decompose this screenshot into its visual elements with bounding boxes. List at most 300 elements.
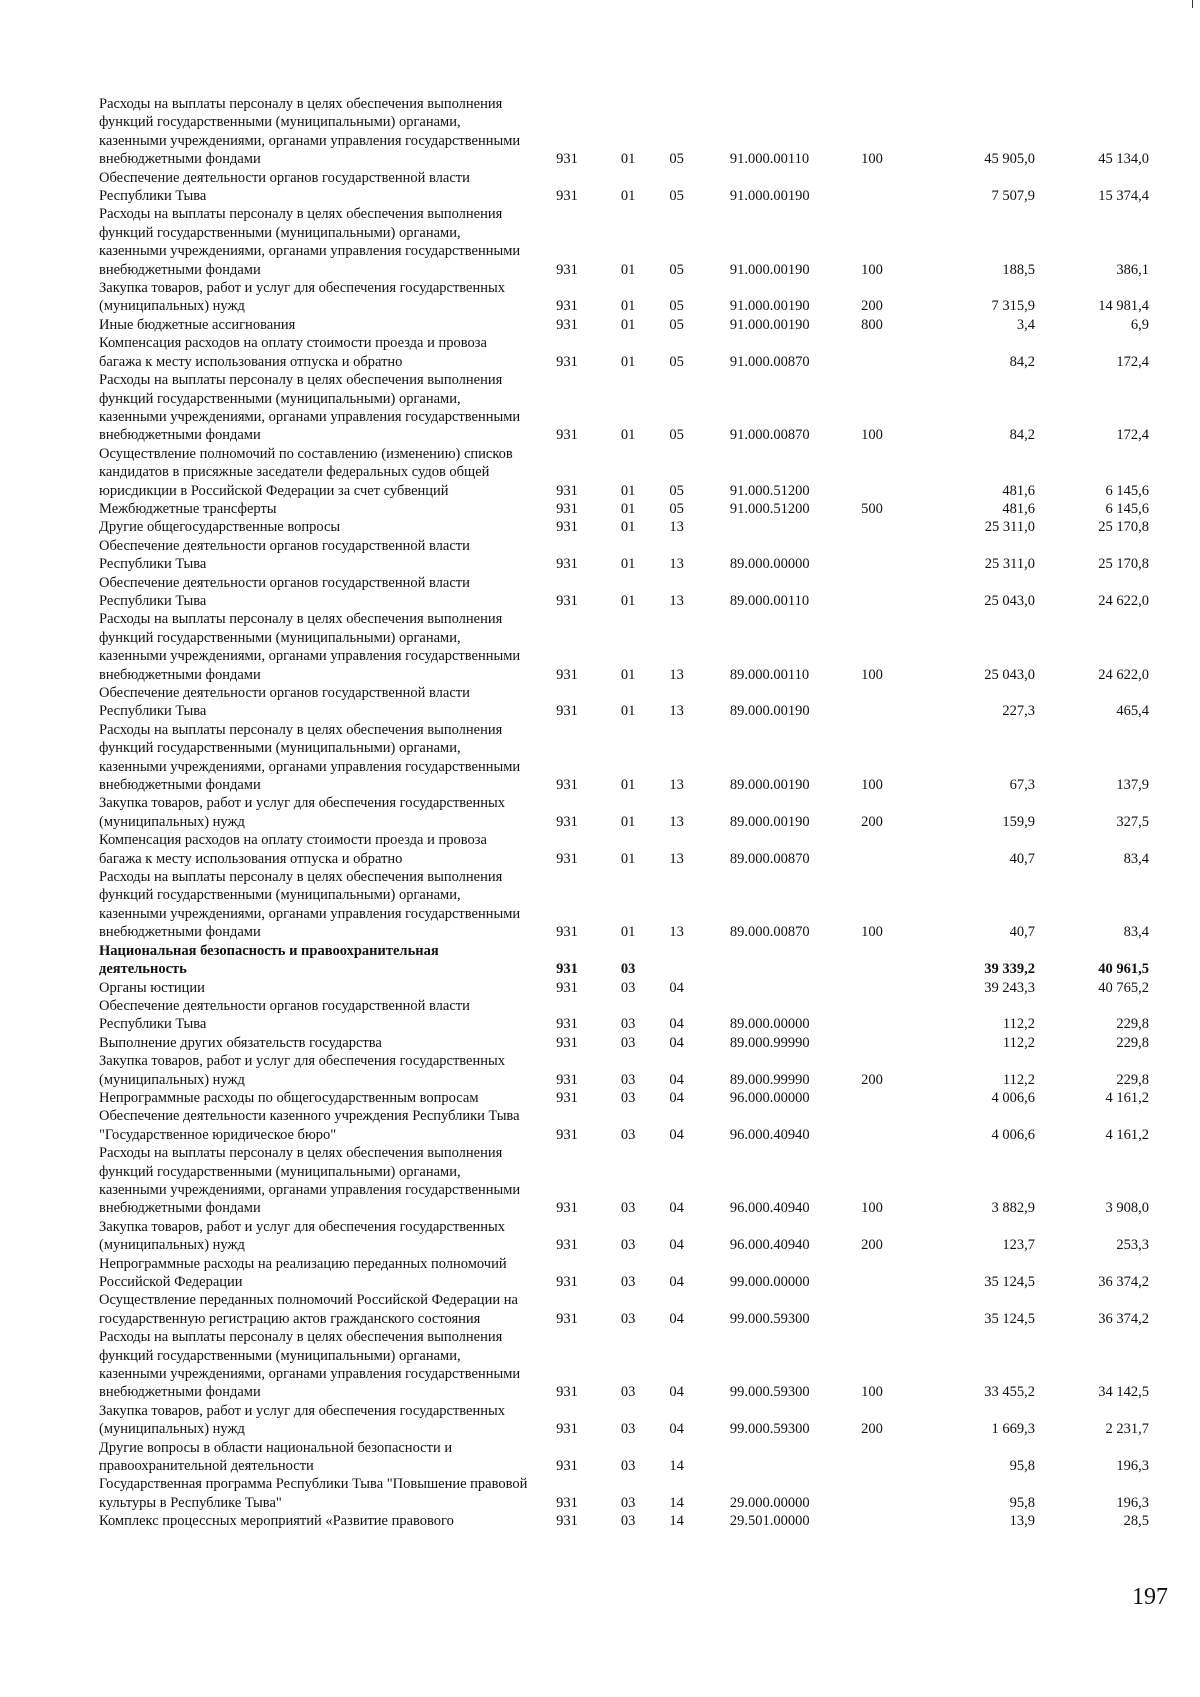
row-sum-year-2: 15 374,4 bbox=[1098, 188, 1149, 205]
row-sum-year-1: 39 243,3 bbox=[984, 979, 1035, 996]
row-name: Другие вопросы в области национальной безопасности и правоохранительной деятельности bbox=[99, 1439, 453, 1475]
row-name: Обеспечение деятельности казенного учреждения Республики Тыва "Государственное юридическое бюро" bbox=[99, 1108, 520, 1143]
row-section-code: 03 bbox=[620, 1513, 636, 1530]
row-expense-type bbox=[861, 1034, 928, 1052]
row-expense-type: 100 bbox=[861, 777, 883, 794]
row-sum-year-2: 229,8 bbox=[1116, 1034, 1149, 1051]
row-expense-type bbox=[861, 1291, 928, 1328]
row-name: Обеспечение деятельности органов государственной власти Республики Тыва bbox=[99, 997, 470, 1033]
row-sum-year-2: 3 908,0 bbox=[1105, 1200, 1149, 1217]
row-expense-type: 100 bbox=[861, 1384, 883, 1401]
row-section-code: 03 bbox=[620, 1310, 636, 1327]
row-target-article: 89.000.00190 bbox=[729, 777, 810, 794]
row-ved-code: 931 bbox=[556, 500, 578, 517]
row-section-code: 01 bbox=[620, 482, 636, 499]
row-ved-code: 931 bbox=[556, 482, 578, 499]
row-target-article: 91.000.51200 bbox=[729, 482, 810, 499]
row-target-article: 99.000.59300 bbox=[729, 1384, 810, 1401]
row-sum-year-2: 4 161,2 bbox=[1105, 1089, 1149, 1106]
row-sum-year-1: 25 311,0 bbox=[984, 519, 1035, 536]
table-row bbox=[99, 500, 1159, 518]
table-row bbox=[99, 334, 1159, 371]
row-section-code: 01 bbox=[620, 777, 636, 794]
row-target-article: 91.000.51200 bbox=[729, 500, 810, 517]
row-sum-year-2: 24 622,0 bbox=[1098, 592, 1149, 609]
row-subsection-code bbox=[669, 942, 730, 979]
row-expense-type: 100 bbox=[861, 261, 883, 278]
row-section-code: 01 bbox=[620, 813, 636, 830]
row-section-code: 03 bbox=[620, 1458, 636, 1475]
table-row bbox=[99, 610, 1159, 684]
row-ved-code: 931 bbox=[556, 1458, 578, 1475]
row-name: Закупка товаров, работ и услуг для обеспечения государственных (муниципальных) нужд bbox=[99, 1218, 506, 1254]
row-target-article: 89.000.99990 bbox=[729, 1034, 810, 1051]
row-ved-code: 931 bbox=[556, 1513, 578, 1530]
row-subsection-code: 13 bbox=[669, 592, 684, 609]
row-name: Обеспечение деятельности органов государственной власти Республики Тыва bbox=[99, 169, 470, 205]
row-target-article: 89.000.00110 bbox=[729, 666, 810, 683]
row-sum-year-2: 2 231,7 bbox=[1105, 1421, 1149, 1438]
row-ved-code: 931 bbox=[556, 1384, 578, 1401]
row-name: Национальная безопасность и правоохранительная деятельность bbox=[99, 942, 439, 978]
row-expense-type: 100 bbox=[861, 924, 883, 941]
budget-table-body bbox=[99, 95, 1159, 1531]
row-section-code: 01 bbox=[620, 666, 636, 683]
row-sum-year-2: 40 765,2 bbox=[1098, 979, 1149, 996]
row-subsection-code: 05 bbox=[669, 427, 684, 444]
row-sum-year-1: 1 669,3 bbox=[991, 1421, 1035, 1438]
row-target-article: 91.000.00870 bbox=[729, 353, 810, 370]
row-ved-code: 931 bbox=[556, 979, 578, 996]
row-section-code: 01 bbox=[620, 924, 636, 941]
row-target-article: 89.000.00110 bbox=[729, 592, 810, 609]
row-expense-type: 200 bbox=[861, 1071, 883, 1088]
row-subsection-code: 04 bbox=[669, 1421, 684, 1438]
table-row bbox=[99, 721, 1159, 795]
row-subsection-code: 14 bbox=[669, 1458, 684, 1475]
row-sum-year-1: 3,4 bbox=[1016, 316, 1035, 333]
row-subsection-code: 04 bbox=[669, 1016, 684, 1033]
row-sum-year-2: 4 161,2 bbox=[1105, 1126, 1149, 1143]
row-target-article: 96.000.40940 bbox=[729, 1237, 810, 1254]
row-name: Другие общегосударственные вопросы bbox=[99, 519, 341, 536]
row-subsection-code: 13 bbox=[669, 703, 684, 720]
row-target-article: 91.000.00190 bbox=[729, 316, 810, 333]
row-target-article: 91.000.00190 bbox=[729, 298, 810, 315]
table-row bbox=[99, 794, 1159, 831]
row-sum-year-1: 481,6 bbox=[1002, 500, 1035, 517]
row-name: Государственная программа Республики Тыва "Повышение правовой культуры в Республике Тыва" bbox=[99, 1476, 528, 1511]
row-target-article: 91.000.00190 bbox=[729, 261, 810, 278]
table-row bbox=[99, 1291, 1159, 1328]
row-section-code: 01 bbox=[620, 703, 636, 720]
row-sum-year-1: 13,9 bbox=[1009, 1513, 1035, 1530]
row-expense-type bbox=[861, 831, 928, 868]
row-section-code: 01 bbox=[620, 188, 636, 205]
row-section-code: 01 bbox=[620, 519, 636, 536]
row-target-article: 91.000.00870 bbox=[729, 427, 810, 444]
row-sum-year-1: 25 043,0 bbox=[984, 592, 1035, 609]
row-section-code: 03 bbox=[620, 1016, 636, 1033]
table-row bbox=[99, 979, 1159, 997]
row-subsection-code: 05 bbox=[669, 500, 684, 517]
row-sum-year-2: 137,9 bbox=[1116, 777, 1149, 794]
row-sum-year-1: 3 882,9 bbox=[991, 1200, 1035, 1217]
row-section-code: 03 bbox=[620, 979, 636, 996]
row-subsection-code: 13 bbox=[669, 519, 684, 536]
row-ved-code: 931 bbox=[556, 1016, 578, 1033]
row-section-code: 03 bbox=[620, 1384, 636, 1401]
row-target-article: 91.000.00190 bbox=[729, 188, 810, 205]
table-row bbox=[99, 574, 1159, 611]
row-name: Расходы на выплаты персоналу в целях обеспечения выполнения функций государственными (муниципальными) органами, казенными учреждениями, органами управления государственными внебюджетными фондами bbox=[99, 96, 521, 168]
row-subsection-code: 05 bbox=[669, 482, 684, 499]
row-sum-year-1: 67,3 bbox=[1009, 777, 1035, 794]
row-sum-year-1: 159,9 bbox=[1002, 813, 1035, 830]
row-sum-year-1: 481,6 bbox=[1002, 482, 1035, 499]
table-row bbox=[99, 1475, 1159, 1512]
row-sum-year-1: 112,2 bbox=[1002, 1071, 1035, 1088]
table-row bbox=[99, 942, 1159, 979]
row-ved-code: 931 bbox=[556, 1126, 578, 1143]
row-subsection-code: 04 bbox=[669, 1384, 684, 1401]
row-section-code: 03 bbox=[620, 1237, 636, 1254]
row-expense-type: 100 bbox=[861, 1200, 883, 1217]
row-subsection-code: 04 bbox=[669, 1200, 684, 1217]
row-target-article: 99.000.00000 bbox=[729, 1274, 810, 1290]
row-ved-code: 931 bbox=[556, 1034, 578, 1051]
row-target-article: 96.000.40940 bbox=[729, 1126, 810, 1143]
row-expense-type bbox=[861, 169, 928, 206]
row-subsection-code: 04 bbox=[669, 1034, 684, 1051]
row-target-article: 91.000.00110 bbox=[729, 151, 810, 168]
row-sum-year-2: 14 981,4 bbox=[1098, 298, 1149, 315]
row-sum-year-1: 84,2 bbox=[1009, 427, 1035, 444]
row-name: Компенсация расходов на оплату стоимости проезда и провоза багажа к месту использования отпуска и обратно bbox=[99, 335, 487, 370]
row-subsection-code: 14 bbox=[669, 1494, 684, 1511]
table-row bbox=[99, 1107, 1159, 1144]
row-section-code: 03 bbox=[620, 1274, 636, 1290]
row-subsection-code: 05 bbox=[669, 261, 684, 278]
table-row bbox=[99, 1144, 1159, 1218]
row-section-code: 03 bbox=[620, 1089, 636, 1106]
row-sum-year-1: 84,2 bbox=[1009, 353, 1035, 370]
row-section-code: 01 bbox=[620, 500, 636, 517]
row-expense-type bbox=[861, 537, 928, 574]
row-section-code: 01 bbox=[620, 316, 636, 333]
table-row bbox=[99, 518, 1159, 536]
table-row bbox=[99, 1089, 1159, 1107]
row-sum-year-2: 386,1 bbox=[1116, 261, 1149, 278]
row-expense-type bbox=[861, 684, 928, 721]
row-sum-year-2: 229,8 bbox=[1116, 1016, 1149, 1033]
row-expense-type bbox=[861, 1255, 928, 1292]
row-sum-year-1: 33 455,2 bbox=[984, 1384, 1035, 1401]
row-expense-type bbox=[861, 942, 928, 979]
row-sum-year-2: 83,4 bbox=[1123, 924, 1149, 941]
row-name: Расходы на выплаты персоналу в целях обеспечения выполнения функций государственными (муниципальными) органами, казенными учреждениями, органами управления государственными внебюджетными фондами bbox=[99, 1329, 521, 1401]
row-name: Компенсация расходов на оплату стоимости проезда и провоза багажа к месту использования отпуска и обратно bbox=[99, 832, 487, 867]
row-expense-type: 100 bbox=[861, 666, 883, 683]
row-ved-code: 931 bbox=[556, 1071, 578, 1088]
row-expense-type: 100 bbox=[861, 151, 883, 168]
row-ved-code: 931 bbox=[556, 850, 578, 867]
table-row bbox=[99, 1328, 1159, 1402]
row-sum-year-2: 6 145,6 bbox=[1105, 500, 1149, 517]
row-subsection-code: 04 bbox=[669, 1310, 684, 1327]
row-name: Расходы на выплаты персоналу в целях обеспечения выполнения функций государственными (муниципальными) органами, казенными учреждениями, органами управления государственными внебюджетными фондами bbox=[99, 372, 521, 444]
row-name: Закупка товаров, работ и услуг для обеспечения государственных (муниципальных) нужд bbox=[99, 1053, 506, 1088]
table-row bbox=[99, 997, 1159, 1034]
row-section-code: 03 bbox=[620, 961, 636, 978]
row-target-article: 29.000.00000 bbox=[729, 1494, 810, 1511]
table-row bbox=[99, 205, 1159, 279]
row-expense-type: 200 bbox=[861, 298, 883, 315]
row-name: Расходы на выплаты персоналу в целях обеспечения выполнения функций государственными (муниципальными) органами, казенными учреждениями, органами управления государственными внебюджетными фондами bbox=[99, 611, 521, 683]
row-section-code: 01 bbox=[620, 850, 636, 867]
row-subsection-code: 13 bbox=[669, 556, 684, 573]
row-target-article: 89.000.00190 bbox=[729, 813, 810, 830]
row-name: Осуществление полномочий по составлению (изменению) списков кандидатов в присяжные заседатели федеральных судов общей юрисдикции в Российской Федерации за счет субвенций bbox=[99, 445, 513, 499]
table-row bbox=[99, 831, 1159, 868]
row-sum-year-1: 95,8 bbox=[1009, 1458, 1035, 1475]
row-subsection-code: 05 bbox=[669, 298, 684, 315]
table-row bbox=[99, 1402, 1159, 1439]
row-name: Расходы на выплаты персоналу в целях обеспечения выполнения функций государственными (муниципальными) органами, казенными учреждениями, органами управления государственными внебюджетными фондами bbox=[99, 869, 521, 941]
row-section-code: 03 bbox=[620, 1126, 636, 1143]
table-row bbox=[99, 279, 1159, 316]
row-name: Закупка товаров, работ и услуг для обеспечения государственных (муниципальных) нужд bbox=[99, 1402, 506, 1438]
row-sum-year-2: 83,4 bbox=[1123, 850, 1149, 867]
row-section-code: 01 bbox=[620, 151, 636, 168]
row-sum-year-1: 35 124,5 bbox=[984, 1310, 1035, 1327]
row-subsection-code: 05 bbox=[669, 316, 684, 333]
row-ved-code: 931 bbox=[556, 1310, 578, 1327]
row-target-article: 89.000.00870 bbox=[729, 850, 810, 867]
budget-table bbox=[99, 95, 1159, 1531]
row-sum-year-1: 188,5 bbox=[1002, 261, 1035, 278]
row-sum-year-2: 6 145,6 bbox=[1105, 482, 1149, 499]
row-target-article: 89.000.00000 bbox=[729, 556, 810, 573]
row-expense-type bbox=[861, 1439, 928, 1476]
row-name: Закупка товаров, работ и услуг для обеспечения государственных (муниципальных) нужд bbox=[99, 280, 506, 315]
table-row bbox=[99, 1439, 1159, 1476]
row-sum-year-1: 7 315,9 bbox=[991, 298, 1035, 315]
row-subsection-code: 13 bbox=[669, 777, 684, 794]
row-ved-code: 931 bbox=[556, 1237, 578, 1254]
row-target-article: 99.000.59300 bbox=[729, 1421, 810, 1438]
row-sum-year-1: 25 311,0 bbox=[984, 556, 1035, 573]
table-row bbox=[99, 1218, 1159, 1255]
row-target-article: 29.501.00000 bbox=[729, 1513, 810, 1530]
row-target-article: 96.000.00000 bbox=[729, 1089, 810, 1106]
row-name: Выполнение других обязательств государства bbox=[99, 1034, 382, 1051]
row-expense-type: 800 bbox=[861, 316, 883, 333]
row-subsection-code: 04 bbox=[669, 1126, 684, 1143]
table-row bbox=[99, 868, 1159, 942]
row-name: Закупка товаров, работ и услуг для обеспечения государственных (муниципальных) нужд bbox=[99, 795, 506, 830]
row-expense-type: 100 bbox=[861, 427, 883, 444]
row-ved-code: 931 bbox=[556, 666, 578, 683]
row-subsection-code: 13 bbox=[669, 924, 684, 941]
table-row bbox=[99, 316, 1159, 334]
row-expense-type: 200 bbox=[861, 813, 883, 830]
row-sum-year-2: 229,8 bbox=[1116, 1071, 1149, 1088]
row-target-article: 89.000.00000 bbox=[729, 1016, 810, 1033]
table-row bbox=[99, 95, 1159, 169]
row-target-article: 89.000.99990 bbox=[729, 1071, 810, 1088]
row-ved-code: 931 bbox=[556, 1494, 578, 1511]
row-section-code: 03 bbox=[620, 1421, 636, 1438]
row-target-article: 96.000.40940 bbox=[729, 1200, 810, 1217]
row-sum-year-1: 40,7 bbox=[1009, 850, 1035, 867]
row-expense-type bbox=[861, 574, 928, 611]
row-ved-code: 931 bbox=[556, 316, 578, 333]
row-expense-type bbox=[861, 445, 928, 500]
page-number: 197 bbox=[1132, 1584, 1168, 1610]
row-ved-code: 931 bbox=[556, 1274, 578, 1290]
row-section-code: 01 bbox=[620, 592, 636, 609]
row-sum-year-2: 465,4 bbox=[1116, 703, 1149, 720]
row-subsection-code: 05 bbox=[669, 188, 684, 205]
row-subsection-code: 04 bbox=[669, 1274, 684, 1290]
row-name: Иные бюджетные ассигнования bbox=[99, 316, 296, 333]
row-sum-year-2: 253,3 bbox=[1116, 1237, 1149, 1254]
row-expense-type bbox=[861, 979, 928, 997]
row-section-code: 01 bbox=[620, 427, 636, 444]
row-sum-year-1: 35 124,5 bbox=[984, 1274, 1035, 1290]
row-name: Обеспечение деятельности органов государственной власти Республики Тыва bbox=[99, 574, 470, 609]
row-sum-year-1: 112,2 bbox=[1002, 1016, 1035, 1033]
table-row bbox=[99, 1034, 1159, 1052]
row-name: Комплекс процессных мероприятий «Развитие правового bbox=[99, 1513, 454, 1530]
row-subsection-code: 05 bbox=[669, 353, 684, 370]
row-ved-code: 931 bbox=[556, 151, 578, 168]
row-sum-year-1: 112,2 bbox=[1002, 1034, 1035, 1051]
row-sum-year-2: 172,4 bbox=[1116, 353, 1149, 370]
row-name: Непрограммные расходы на реализацию переданных полномочий Российской Федерации bbox=[99, 1255, 507, 1290]
row-ved-code: 931 bbox=[556, 777, 578, 794]
row-name: Обеспечение деятельности органов государственной власти Республики Тыва bbox=[99, 685, 470, 720]
row-sum-year-1: 227,3 bbox=[1002, 703, 1035, 720]
row-name: Обеспечение деятельности органов государственной власти Республики Тыва bbox=[99, 537, 470, 573]
row-ved-code: 931 bbox=[556, 961, 578, 978]
row-section-code: 01 bbox=[620, 261, 636, 278]
table-row bbox=[99, 1512, 1159, 1530]
row-expense-type bbox=[861, 1107, 928, 1144]
row-section-code: 03 bbox=[620, 1200, 636, 1217]
row-sum-year-2: 34 142,5 bbox=[1098, 1384, 1149, 1401]
row-sum-year-1: 4 006,6 bbox=[991, 1126, 1035, 1143]
row-ved-code: 931 bbox=[556, 298, 578, 315]
row-target-article: 89.000.00870 bbox=[729, 924, 810, 941]
row-sum-year-2: 327,5 bbox=[1116, 813, 1149, 830]
row-ved-code: 931 bbox=[556, 703, 578, 720]
row-sum-year-2: 196,3 bbox=[1116, 1458, 1149, 1475]
row-subsection-code: 14 bbox=[669, 1513, 684, 1530]
row-target-article bbox=[730, 979, 861, 997]
table-row bbox=[99, 445, 1159, 500]
row-sum-year-2: 25 170,8 bbox=[1098, 556, 1149, 573]
row-ved-code: 931 bbox=[556, 813, 578, 830]
row-expense-type: 500 bbox=[861, 500, 883, 517]
row-subsection-code: 04 bbox=[669, 1089, 684, 1106]
row-sum-year-1: 45 905,0 bbox=[984, 151, 1035, 168]
row-section-code: 01 bbox=[620, 298, 636, 315]
row-ved-code: 931 bbox=[556, 519, 578, 536]
row-name: Осуществление переданных полномочий Российской Федерации на государственную регистрацию актов гражданского состояния bbox=[99, 1292, 518, 1327]
row-section-code: 03 bbox=[620, 1494, 636, 1511]
row-subsection-code: 04 bbox=[669, 979, 684, 996]
row-sum-year-2: 172,4 bbox=[1116, 427, 1149, 444]
row-ved-code: 931 bbox=[556, 1421, 578, 1438]
row-expense-type: 200 bbox=[861, 1237, 883, 1254]
row-sum-year-2: 40 961,5 bbox=[1098, 961, 1149, 978]
row-target-article bbox=[730, 518, 861, 536]
row-ved-code: 931 bbox=[556, 592, 578, 609]
row-name: Межбюджетные трансферты bbox=[99, 500, 277, 517]
row-target-article: 99.000.59300 bbox=[729, 1310, 810, 1327]
row-sum-year-2: 196,3 bbox=[1116, 1494, 1149, 1511]
row-expense-type bbox=[861, 1089, 928, 1107]
table-row bbox=[99, 371, 1159, 445]
row-sum-year-1: 25 043,0 bbox=[984, 666, 1035, 683]
table-row bbox=[99, 537, 1159, 574]
row-sum-year-1: 39 339,2 bbox=[984, 961, 1035, 978]
row-ved-code: 931 bbox=[556, 427, 578, 444]
row-subsection-code: 13 bbox=[669, 666, 684, 683]
row-ved-code: 931 bbox=[556, 261, 578, 278]
table-row bbox=[99, 684, 1159, 721]
row-target-article bbox=[730, 1439, 861, 1476]
row-expense-type bbox=[861, 1512, 928, 1530]
row-name: Органы юстиции bbox=[99, 979, 205, 996]
row-subsection-code: 05 bbox=[669, 151, 684, 168]
row-subsection-code: 13 bbox=[669, 813, 684, 830]
row-sum-year-2: 28,5 bbox=[1123, 1513, 1149, 1530]
row-subsection-code: 13 bbox=[669, 850, 684, 867]
row-section-code: 03 bbox=[620, 1034, 636, 1051]
table-row bbox=[99, 1255, 1159, 1292]
row-sum-year-2: 36 374,2 bbox=[1098, 1310, 1149, 1327]
row-name: Непрограммные расходы по общегосударственным вопросам bbox=[99, 1089, 479, 1106]
table-row bbox=[99, 169, 1159, 206]
row-expense-type bbox=[861, 1475, 928, 1512]
row-ved-code: 931 bbox=[556, 353, 578, 370]
row-expense-type bbox=[861, 334, 928, 371]
row-target-article bbox=[730, 942, 861, 979]
row-ved-code: 931 bbox=[556, 556, 578, 573]
row-expense-type bbox=[861, 997, 928, 1034]
row-ved-code: 931 bbox=[556, 1200, 578, 1217]
row-subsection-code: 04 bbox=[669, 1237, 684, 1254]
row-sum-year-2: 25 170,8 bbox=[1098, 519, 1149, 536]
row-sum-year-1: 4 006,6 bbox=[991, 1089, 1035, 1106]
row-section-code: 03 bbox=[620, 1071, 636, 1088]
row-target-article: 89.000.00190 bbox=[729, 703, 810, 720]
row-sum-year-2: 45 134,0 bbox=[1098, 151, 1149, 168]
row-sum-year-2: 36 374,2 bbox=[1098, 1274, 1149, 1290]
row-sum-year-1: 40,7 bbox=[1009, 924, 1035, 941]
row-sum-year-1: 95,8 bbox=[1009, 1494, 1035, 1511]
row-sum-year-2: 24 622,0 bbox=[1098, 666, 1149, 683]
row-section-code: 01 bbox=[620, 353, 636, 370]
row-name: Расходы на выплаты персоналу в целях обеспечения выполнения функций государственными (муниципальными) органами, казенными учреждениями, органами управления государственными внебюджетными фондами bbox=[99, 206, 521, 278]
row-sum-year-1: 7 507,9 bbox=[991, 188, 1035, 205]
row-section-code: 01 bbox=[620, 556, 636, 573]
row-ved-code: 931 bbox=[556, 188, 578, 205]
row-name: Расходы на выплаты персоналу в целях обеспечения выполнения функций государственными (муниципальными) органами, казенными учреждениями, органами управления государственными внебюджетными фондами bbox=[99, 1145, 521, 1217]
